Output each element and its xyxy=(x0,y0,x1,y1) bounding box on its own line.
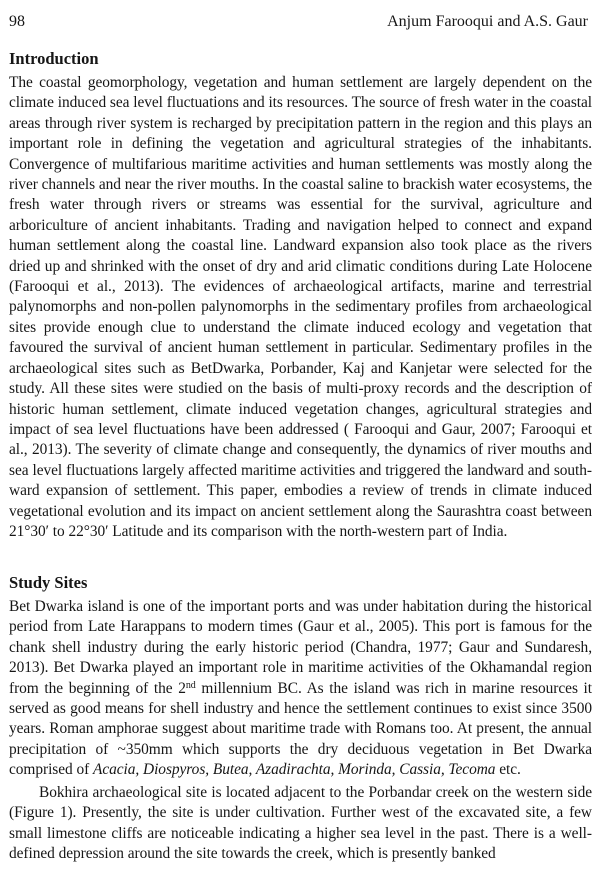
bet-dwarka-text-end: etc. xyxy=(495,761,521,779)
bokhira-paragraph: Bokhira archaeological site is located adjacent to the Porbandar creek on the western side (Figure 1). Presently, the site is under cultivation. Further west of the excavated site, a few small limestone cliffs are noticeable indicating a higher sea level in the past. There is a well-defined depression around the site towards the creek, which is presently banked xyxy=(9,784,592,863)
vegetation-taxa: Acacia, Diospyros, Butea, Azadirachta, Morinda, Cassia, Tecoma xyxy=(92,761,496,779)
ordinal-superscript: nd xyxy=(185,679,196,691)
bet-dwarka-paragraph xyxy=(9,597,592,781)
introduction-heading: Introduction xyxy=(9,49,99,68)
running-head-authors: Anjum Farooqui and A.S. Gaur xyxy=(387,13,588,30)
bet-dwarka-text-1: Bet Dwarka island is one of the important ports and was under habitation during the historical period from Late Harappans to modern times (Gaur et al., 2005). This port is famous for the chank shell industry during the early historic period (Chandra, 1977; Gaur and Sundaresh, 2013). Bet Dwarka played an important role in maritime activities of the Okhamandal region from the beginning of the 2 xyxy=(9,598,592,697)
study-sites-heading: Study Sites xyxy=(9,573,88,592)
bet-dwarka-text-2: millennium BC. As the island was rich in marine resources it served as good means for shell industry and hence the settlement continues to exist since 3500 years. Roman amphorae suggest about maritime trade with Romans too. At present, the annual precipitation of ~350mm which supports the dry deciduous vegetation in Bet Dwarka comprised of xyxy=(9,679,592,779)
page-number: 98 xyxy=(9,13,25,30)
introduction-paragraph: The coastal geomorphology, vegetation and human settlement are largely dependent on the climate induced sea level fluctuations and its resources. The source of fresh water in the coastal areas through river system is recharged by precipitation pattern in the region and this plays an important role in defining the vegetation and agricultural strategies of the inhabitants. Convergence of multifarious maritime activities and human settlements was mostly along the river channels and near the river mouths. In the coastal saline to brackish water ecosystems, the fresh water through rivers or streams was essential for the survival, agriculture and arboriculture of ancient inhabitants. Trading and navigation helped to connect and expand human settlement along the coastal line. Landward expansion also took place as the rivers dried up and shrinked with the onset of dry and arid climatic conditions during Late Holocene (Farooqui et al., 2013). The evidences of archaeological artifacts, marine and terrestrial palynomorphs and non-pollen palynomorphs in the sedimentary profiles from archaeological sites provide enough clue to understand the climate induced ecology and vegetation that favoured the survival of ancient human settlement in particular. Sedimentary profiles in the archaeological sites such as BetDwarka, Porbander, Kaj and Kanjetar were selected for the study. All these sites were studied on the basis of multi-proxy records and the description of historic human settlement, climate induced vegetation changes, agricultural strategies and impact of sea level fluctuations have been addressed ( Farooqui and Gaur, 2007; Farooqui et al., 2013). The severity of climate change and consequently, the dynamics of river mouths and sea level fluctuations largely affected maritime activities and triggered the landward and south-ward expansion of settlement. This paper, embodies a review of trends in climate induced vegetational evolution and its impact on ancient settlement along the Saurashtra coast between 21°30′ to 22°30′ Latitude and its comparison with the north-western part of India. xyxy=(9,74,592,540)
